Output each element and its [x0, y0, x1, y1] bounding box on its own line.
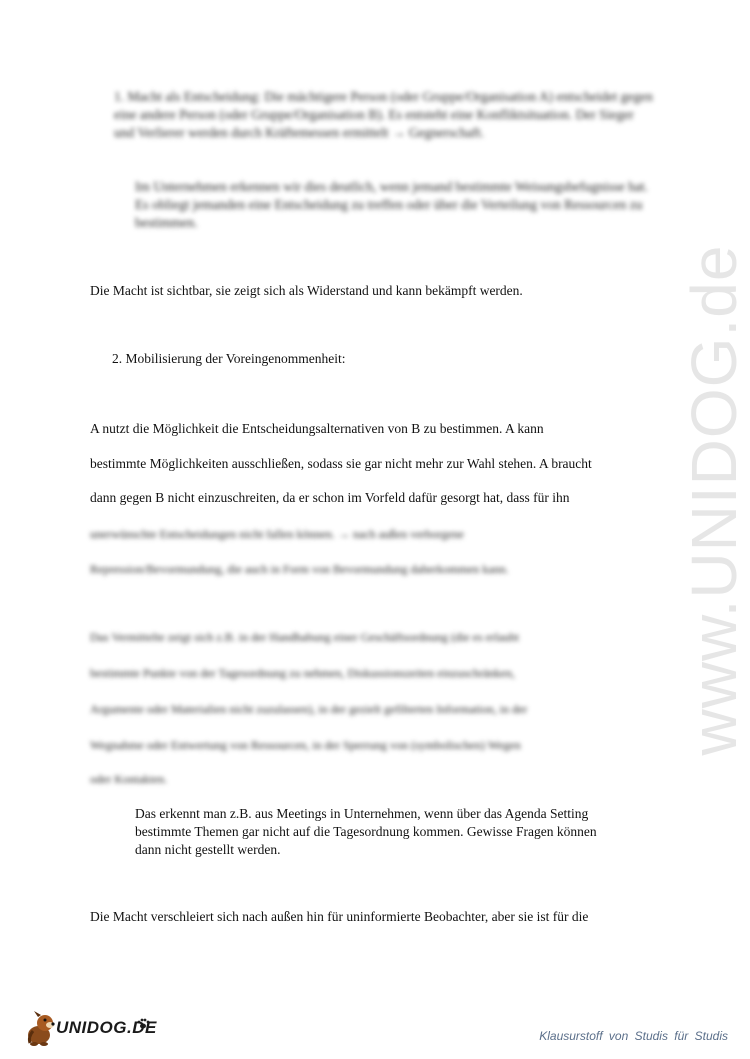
- paragraph-hidden-power: Die Macht verschleiert sich nach außen hin für uninformierte Beobachter, aber sie ist für die: [90, 909, 589, 924]
- para2-line5: Repression/Bevormundung, die auch in Form von Bevormundung daherkommen kann.: [90, 562, 509, 576]
- note-1-text: Im Unternehmen erkennen wir dies deutlich, wenn jemand bestimmte Weisungsbefugnisse hat. Es obliegt jemanden eine Entscheidung zu treffen oder über die Verteilung von Ressourcen zu bestimmen.: [135, 179, 649, 230]
- para3-line3: Argumente oder Materialien nicht zuzulassen), in der gezielt gefilterten Information, in der: [90, 702, 528, 716]
- para3-line5: oder Kontakten.: [90, 772, 168, 786]
- blurred-note-1: [135, 178, 655, 232]
- example-line3: dann nicht gestellt werden.: [135, 842, 281, 857]
- example-line2: bestimmte Themen gar nicht auf die Tagesordnung kommen. Gewisse Fragen können: [135, 824, 597, 839]
- para2-line1: A nutzt die Möglichkeit die Entscheidungsalternativen von B zu bestimmen. A kann: [90, 421, 544, 436]
- list-item-2: 2. Mobilisierung der Voreingenommenheit:: [112, 351, 346, 366]
- para3-line1: Das Vermittelte zeigt sich z.B. in der Handhabung einer Geschäftsordnung (die es erlaubt: [90, 630, 519, 644]
- watermark-text: www.UNIDOG.de: [678, 244, 750, 756]
- unidog-logo: [24, 1011, 157, 1047]
- list-item-1-text: 1. Macht als Entscheidung: Die mächtigere Person (oder Gruppe/Organisation A) entscheidet gegen eine andere Person (oder Gruppe/Organisation B). Es entsteht eine Konfliktsituation. Der Sieger und Verlierer werden durch Kräftemessen ermittelt → Gegnerschaft.: [114, 89, 653, 140]
- paragraph-visible-power: Die Macht ist sichtbar, sie zeigt sich als Widerstand und kann bekämpft werden.: [90, 283, 523, 298]
- para2-line4: unerwünschte Entscheidungen nicht fallen können. → nach außen verborgene: [90, 527, 464, 541]
- para2-line2: bestimmte Möglichkeiten ausschließen, sodass sie gar nicht mehr zur Wahl stehen. A braucht: [90, 456, 592, 471]
- para3-line4: Wegnahme oder Entwertung von Ressourcen, in der Sperrung von (symbolischen) Wegen: [90, 738, 521, 752]
- footer-tagline: Klausurstoff von Studis für Studis: [539, 1029, 728, 1043]
- para2-line3: dann gegen B nicht einzuschreiten, da er schon im Vorfeld dafür gesorgt hat, dass für ihn: [90, 490, 570, 505]
- blurred-list-item-1: [114, 88, 654, 142]
- para3-line2: bestimmte Punkte von der Tagesordnung zu nehmen, Diskussionszeiten einzuschränken,: [90, 666, 515, 680]
- dog-icon: [24, 1011, 58, 1047]
- logo-text: UNIDOG.DE: [56, 1018, 157, 1037]
- example-line1: Das erkennt man z.B. aus Meetings in Unternehmen, wenn über das Agenda Setting: [135, 806, 589, 821]
